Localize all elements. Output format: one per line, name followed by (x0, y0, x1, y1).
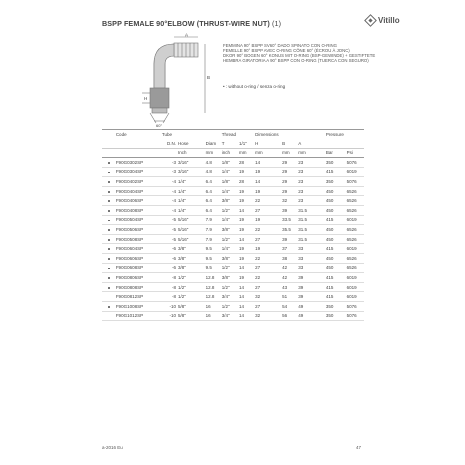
without-oring-dot-icon (108, 258, 110, 260)
cell-a: 31.5 (298, 225, 326, 235)
table-row (102, 311, 364, 321)
cell-psi: 6019 (347, 282, 364, 292)
without-oring-dot-icon (108, 229, 110, 231)
cell-bar: 350 (326, 158, 347, 168)
cell-a: 39 (298, 292, 326, 302)
cell-a: 31.5 (298, 205, 326, 215)
cell-t11: 14 (239, 282, 255, 292)
cell-psi: 6019 (347, 167, 364, 177)
cell-h: 27 (255, 205, 282, 215)
cell-hose: 3/8" (178, 263, 206, 273)
table-row (102, 263, 364, 273)
cell-psi: 6526 (347, 186, 364, 196)
cell-t: 3/8" (222, 273, 239, 283)
without-oring-dot-icon (108, 287, 110, 289)
cell-hose: 1/4" (178, 186, 206, 196)
cell-diam: 16 (206, 301, 222, 311)
without-oring-dot-icon (108, 200, 110, 202)
cell-diam: 12.8 (206, 282, 222, 292)
cell-hose: 1/2" (178, 292, 206, 302)
cell-h: 32 (255, 311, 282, 321)
cell-b: 33.5 (282, 215, 298, 225)
subheader-t11: 1/1" (239, 139, 255, 148)
cell-h: 14 (255, 177, 282, 187)
cell-dn: -5 (162, 225, 178, 235)
cell-t11: 28 (239, 177, 255, 187)
dimension-a-label: A (185, 33, 189, 38)
cell-t11: 19 (239, 215, 255, 225)
cell-h: 27 (255, 301, 282, 311)
cell-dn: -8 (162, 273, 178, 283)
unit-diam: mm (206, 148, 222, 158)
unit-b: mm (282, 148, 298, 158)
description-line: FEMMINA 90° BSPP SV60° DADO SPINATO CON O-RING (223, 43, 337, 48)
cell-b: 43 (282, 282, 298, 292)
cell-t11: 14 (239, 292, 255, 302)
cell-h: 19 (255, 186, 282, 196)
cell-a: 39 (298, 282, 326, 292)
cell-dn: -10 (162, 311, 178, 321)
cell-hose: 3/8" (178, 244, 206, 254)
cell-bar: 450 (326, 225, 347, 235)
cell-diam: 12.8 (206, 292, 222, 302)
cell-h: 19 (255, 167, 282, 177)
cell-dn: -6 (162, 244, 178, 254)
description-line: DKOR 90° BOGEN 60° KONUS MIT O-RING (BSP-GEWINDE) + GESTIFTETE (223, 53, 376, 59)
cell-t11: 19 (239, 186, 255, 196)
cell-bar: 450 (326, 186, 347, 196)
cell-dn: -6 (162, 253, 178, 263)
cell-b: 29 (282, 167, 298, 177)
cell-b: 29 (282, 158, 298, 168)
cell-dn: -4 (162, 177, 178, 187)
cell-t: 1/2" (222, 234, 239, 244)
table-row (102, 177, 364, 187)
without-oring-dot-icon (108, 239, 110, 241)
cell-t11: 28 (239, 158, 255, 168)
header-dimensions: Dimensions (255, 130, 282, 140)
multilingual-description (223, 43, 375, 63)
cell-b: 35.5 (282, 225, 298, 235)
unit-t11: mm (239, 148, 255, 158)
title-text: BSPP FEMALE 90°ELBOW (THRUST-WIRE NUT) (102, 19, 270, 28)
cell-diam: 16 (206, 311, 222, 321)
header-code: Code (116, 130, 162, 140)
without-oring-dot-icon (108, 162, 110, 164)
cell-b: 42 (282, 263, 298, 273)
oring-legend: • : without o-ring / senza o-ring (223, 84, 286, 89)
cell-bar: 415 (326, 215, 347, 225)
cell-code: F90G1008SP (116, 301, 162, 311)
table-row (102, 158, 364, 168)
cell-code: F90G0402SP (116, 177, 162, 187)
cell-a: 33 (298, 263, 326, 273)
without-oring-dot-icon (108, 181, 110, 183)
brand-logo (366, 16, 400, 25)
table-header-row (102, 130, 364, 140)
cell-a: 39 (298, 273, 326, 283)
cell-hose: 3/16" (178, 158, 206, 168)
dimension-b-label: B (207, 75, 211, 80)
dimension-h-label: H (144, 96, 148, 101)
cell-psi: 5076 (347, 158, 364, 168)
cell-t: 3/4" (222, 311, 239, 321)
cell-code: F90G0604SP (116, 244, 162, 254)
cell-psi: 6526 (347, 205, 364, 215)
cell-a: 23 (298, 186, 326, 196)
cell-code: F90G1012SP (116, 311, 162, 321)
table-row (102, 253, 364, 263)
subheader-a: A (298, 139, 326, 148)
cell-diam: 9.5 (206, 263, 222, 273)
title-suffix: (1) (271, 19, 282, 28)
without-oring-dot-icon (108, 277, 110, 279)
without-oring-dot-icon (108, 210, 110, 212)
cell-a: 31.5 (298, 234, 326, 244)
cell-code: F90G0806SP (116, 273, 162, 283)
subheader-dn: D.N. (162, 139, 178, 148)
cell-t: 1/4" (222, 167, 239, 177)
cell-a: 23 (298, 167, 326, 177)
unit-bar: Bar (326, 148, 347, 158)
table-row (102, 282, 364, 292)
cell-code: F90G0302SP (116, 158, 162, 168)
cell-bar: 415 (326, 244, 347, 254)
cell-t: 3/8" (222, 253, 239, 263)
table-row (102, 225, 364, 235)
cell-diam: 6.4 (206, 177, 222, 187)
cell-diam: 12.8 (206, 273, 222, 283)
cell-t11: 14 (239, 263, 255, 273)
cell-psi: 6526 (347, 234, 364, 244)
cell-dn: -10 (162, 301, 178, 311)
cell-hose: 1/4" (178, 196, 206, 206)
cell-t: 1/2" (222, 263, 239, 273)
cell-dn: -5 (162, 234, 178, 244)
cell-psi: 6526 (347, 225, 364, 235)
header-thread: Thread (222, 130, 239, 140)
cell-diam: 7.9 (206, 225, 222, 235)
cell-t11: 19 (239, 225, 255, 235)
cell-h: 27 (255, 263, 282, 273)
cell-bar: 450 (326, 196, 347, 206)
cell-a: 33 (298, 253, 326, 263)
cell-t: 1/2" (222, 205, 239, 215)
cell-code: F90G0608SP (116, 263, 162, 273)
cell-b: 54 (282, 301, 298, 311)
cell-t11: 14 (239, 301, 255, 311)
cell-t: 3/8" (222, 225, 239, 235)
cell-t11: 19 (239, 167, 255, 177)
unit-t: inch (222, 148, 239, 158)
subheader-h: H (255, 139, 282, 148)
unit-psi: Psi (347, 148, 364, 158)
cell-psi: 6019 (347, 215, 364, 225)
without-oring-dot-icon (108, 268, 110, 270)
cell-t11: 19 (239, 196, 255, 206)
subheader-hose: Hose (178, 139, 206, 148)
cell-bar: 450 (326, 253, 347, 263)
cell-h: 19 (255, 215, 282, 225)
cell-t: 3/8" (222, 196, 239, 206)
description-line: HEMBRA GIRATORIA A 90° BSPP CON O-RING (TUERCA CON SEGURO) (223, 58, 369, 64)
cell-diam: 4.8 (206, 167, 222, 177)
cell-h: 27 (255, 282, 282, 292)
cell-dn: -6 (162, 263, 178, 273)
cell-hose: 1/2" (178, 282, 206, 292)
cell-bar: 415 (326, 167, 347, 177)
angle-label: 60° (156, 123, 163, 128)
cell-diam: 9.5 (206, 244, 222, 254)
cell-bar: 350 (326, 301, 347, 311)
table-subheader-row (102, 139, 364, 148)
cell-hose: 5/8" (178, 311, 206, 321)
cell-hose: 5/16" (178, 225, 206, 235)
cell-h: 27 (255, 234, 282, 244)
cell-psi: 5076 (347, 301, 364, 311)
cell-t: 3/4" (222, 292, 239, 302)
footer-edition: a-2016 Eu (102, 445, 123, 450)
cell-bar: 450 (326, 234, 347, 244)
cell-t11: 14 (239, 311, 255, 321)
without-oring-dot-icon (108, 172, 110, 174)
table-row (102, 301, 364, 311)
cell-t: 1/8" (222, 158, 239, 168)
cell-diam: 4.8 (206, 158, 222, 168)
table-row (102, 196, 364, 206)
cell-dn: -8 (162, 282, 178, 292)
cell-h: 14 (255, 158, 282, 168)
without-oring-dot-icon (108, 248, 110, 250)
cell-psi: 6526 (347, 263, 364, 273)
unit-a: mm (298, 148, 326, 158)
cell-bar: 350 (326, 311, 347, 321)
subheader-b: B (282, 139, 298, 148)
brand-name: Vitillo (378, 16, 400, 25)
cell-b: 32 (282, 196, 298, 206)
cell-code: F90G0406SP (116, 196, 162, 206)
cell-code: F90G0504SP (116, 215, 162, 225)
table-row (102, 215, 364, 225)
cell-bar: 450 (326, 205, 347, 215)
cell-dn: -4 (162, 196, 178, 206)
cell-code: F90G0812SP (116, 292, 162, 302)
cell-bar: 415 (326, 273, 347, 283)
cell-psi: 6019 (347, 273, 364, 283)
cell-dn: -4 (162, 205, 178, 215)
logo-diamond-icon (364, 14, 377, 27)
cell-t11: 19 (239, 244, 255, 254)
cell-dn: -3 (162, 158, 178, 168)
cell-t: 1/2" (222, 282, 239, 292)
cell-t11: 19 (239, 253, 255, 263)
cell-t: 1/4" (222, 215, 239, 225)
cell-psi: 5076 (347, 177, 364, 187)
cell-dn: -3 (162, 167, 178, 177)
cell-a: 31.5 (298, 215, 326, 225)
cell-b: 37 (282, 244, 298, 254)
table-row (102, 244, 364, 254)
cell-bar: 415 (326, 292, 347, 302)
cell-code: F90G0304SP (116, 167, 162, 177)
header-pressure: Pressure (326, 130, 347, 140)
cell-code: F90G0506SP (116, 225, 162, 235)
cell-bar: 450 (326, 263, 347, 273)
cell-a: 23 (298, 196, 326, 206)
cell-hose: 1/2" (178, 273, 206, 283)
cell-diam: 7.9 (206, 234, 222, 244)
cell-dn: -8 (162, 292, 178, 302)
cell-a: 33 (298, 244, 326, 254)
cell-code: F90G0404SP (116, 186, 162, 196)
cell-psi: 6019 (347, 292, 364, 302)
cell-t: 1/4" (222, 186, 239, 196)
description-line: FEMELLE 90° BSPP AVEC O-RING CÔNE 60° (ÉCROU À JONC) (223, 48, 350, 54)
cell-dn: -5 (162, 215, 178, 225)
cell-h: 22 (255, 225, 282, 235)
cell-b: 51 (282, 292, 298, 302)
unit-h: mm (255, 148, 282, 158)
cell-b: 39 (282, 205, 298, 215)
cell-a: 23 (298, 158, 326, 168)
cell-psi: 5076 (347, 311, 364, 321)
table-row (102, 205, 364, 215)
cell-b: 29 (282, 177, 298, 187)
cell-psi: 6019 (347, 244, 364, 254)
specification-table (102, 129, 364, 321)
cell-h: 19 (255, 244, 282, 254)
cell-b: 56 (282, 311, 298, 321)
cell-t11: 19 (239, 273, 255, 283)
cell-dn: -4 (162, 186, 178, 196)
without-oring-dot-icon (108, 306, 110, 308)
header-tube: Tube (162, 130, 178, 140)
page-title (102, 19, 281, 28)
page-number: 47 (356, 445, 362, 450)
cell-h: 22 (255, 253, 282, 263)
table-units-row (102, 148, 364, 158)
cell-diam: 6.4 (206, 186, 222, 196)
cell-hose: 3/16" (178, 167, 206, 177)
cell-h: 22 (255, 196, 282, 206)
cell-code: F90G0606SP (116, 253, 162, 263)
cell-bar: 415 (326, 282, 347, 292)
cell-h: 22 (255, 273, 282, 283)
cell-psi: 6526 (347, 253, 364, 263)
cell-t11: 14 (239, 205, 255, 215)
cell-hose: 5/16" (178, 234, 206, 244)
cell-t: 1/4" (222, 244, 239, 254)
cell-b: 42 (282, 273, 298, 283)
cell-a: 49 (298, 301, 326, 311)
table-row (102, 292, 364, 302)
cell-code: F90G0408SP (116, 205, 162, 215)
without-oring-dot-icon (108, 220, 110, 222)
cell-psi: 6526 (347, 196, 364, 206)
cell-diam: 6.4 (206, 205, 222, 215)
subheader-diam: Diam (206, 139, 222, 148)
cell-hose: 5/16" (178, 215, 206, 225)
cell-diam: 7.9 (206, 215, 222, 225)
cell-hose: 3/8" (178, 253, 206, 263)
table-row (102, 234, 364, 244)
cell-t11: 14 (239, 234, 255, 244)
cell-diam: 6.4 (206, 196, 222, 206)
cell-a: 23 (298, 177, 326, 187)
cell-b: 29 (282, 186, 298, 196)
elbow-fitting-drawing (130, 33, 220, 128)
cell-hose: 1/4" (178, 205, 206, 215)
cell-t: 1/8" (222, 177, 239, 187)
table-row (102, 167, 364, 177)
cell-b: 38 (282, 253, 298, 263)
cell-a: 49 (298, 311, 326, 321)
without-oring-dot-icon (108, 191, 110, 193)
cell-bar: 350 (326, 177, 347, 187)
cell-hose: 5/8" (178, 301, 206, 311)
cell-hose: 1/4" (178, 177, 206, 187)
cell-code: F90G0508SP (116, 234, 162, 244)
subheader-t: T (222, 139, 239, 148)
cell-diam: 9.5 (206, 253, 222, 263)
unit-hose: Inch (178, 148, 206, 158)
table-row (102, 273, 364, 283)
cell-code: F90G0808SP (116, 282, 162, 292)
cell-h: 32 (255, 292, 282, 302)
cell-t: 1/2" (222, 301, 239, 311)
cell-b: 39 (282, 234, 298, 244)
table-row (102, 186, 364, 196)
